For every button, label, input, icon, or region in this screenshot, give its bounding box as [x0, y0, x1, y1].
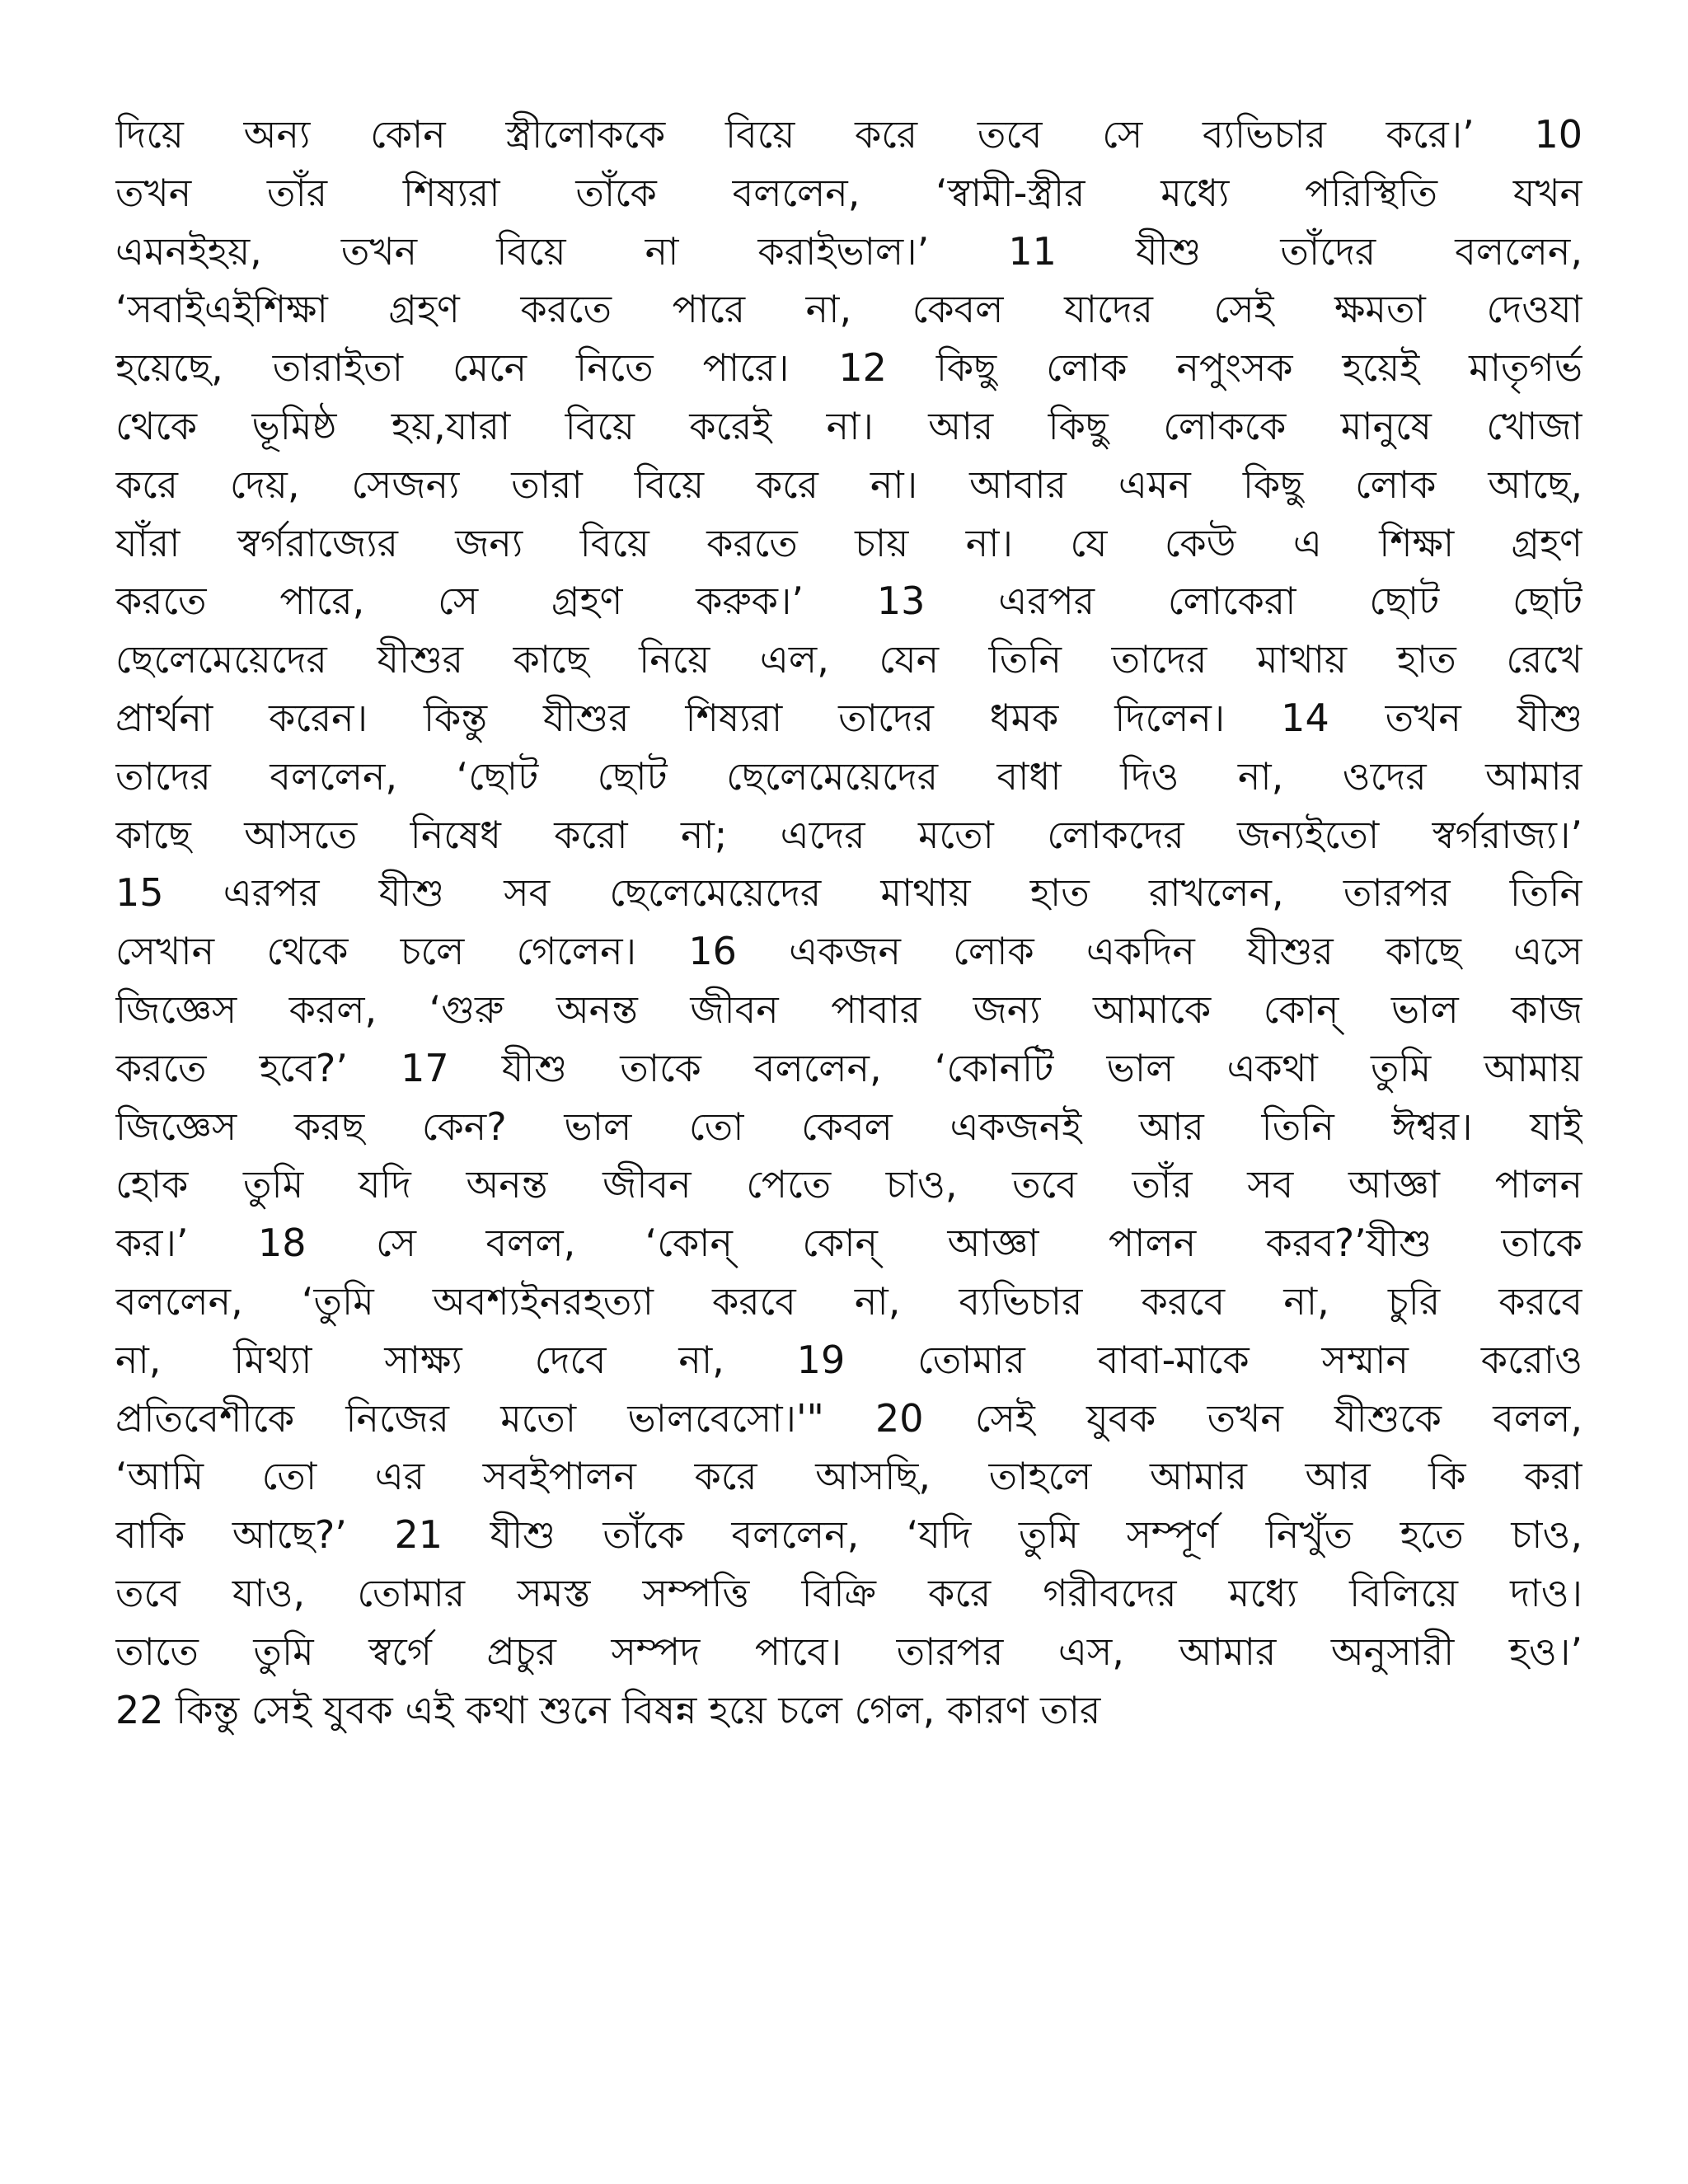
text-line: হোক তুমি যদি অনন্ত জীবন পেতে চাও, তবে তাঁর সব আজ্ঞা পালন — [115, 1162, 1582, 1207]
text-line: করতে পারে, সে গ্রহণ করুক।’ 13 এরপর লোকেরা ছোট ছোট — [115, 579, 1582, 624]
text-line: জিজ্ঞেস করছ কেন? ভাল তো কেবল একজনই আর তিনি ঈশ্বর। যাই — [115, 1104, 1582, 1149]
text-line: 22 কিন্তু সেই যুবক এই কথা শুনে বিষন্ন হয়ে চলে গেল, কারণ তার — [115, 1687, 1101, 1732]
text-line: বললেন, ‘তুমি অবশ্যইনরহত্যা করবে না, ব্যভিচার করবে না, চুরি করবে — [115, 1278, 1582, 1324]
text-line: তাদের বললেন, ‘ছোট ছোট ছেলেমেয়েদের বাধা দিও না, ওদের আমার — [115, 753, 1582, 799]
text-line: প্রতিবেশীকে নিজের মতো ভালবেসো।'" 20 সেই যুবক তখন যীশুকে বলল, — [115, 1395, 1582, 1441]
text-line: ‘আমি তো এর সবইপালন করে আসছি, তাহলে আমার আর কি করা — [115, 1454, 1582, 1499]
text-line: সেখান থেকে চলে গেলেন। 16 একজন লোক একদিন যীশুর কাছে এসে — [115, 929, 1582, 974]
text-line: তবে যাও, তোমার সমস্ত সম্পত্তি বিক্রি করে গরীবদের মধ্যে বিলিয়ে দাও। — [115, 1570, 1582, 1615]
text-line: ছেলেমেয়েদের যীশুর কাছে নিয়ে এল, যেন তিনি তাদের মাথায় হাত রেখে — [115, 637, 1582, 682]
text-line: তখন তাঁর শিষ্যরা তাঁকে বললেন, ‘স্বামী-স্ত্রীর মধ্যে পরিস্থিতি যখন — [115, 170, 1582, 215]
scripture-text-block — [115, 105, 1582, 1739]
text-line: 15 এরপর যীশু সব ছেলেমেয়েদের মাথায় হাত রাখলেন, তারপর তিনি — [115, 870, 1582, 916]
text-line: বাকি আছে?’ 21 যীশু তাঁকে বললেন, ‘যদি তুমি সম্পূর্ণ নিখুঁত হতে চাও, — [115, 1512, 1582, 1558]
text-line: প্রার্থনা করেন। কিন্তু যীশুর শিষ্যরা তাদের ধমক দিলেন। 14 তখন যীশু — [115, 695, 1582, 740]
text-line: ‘সবাইএইশিক্ষা গ্রহণ করতে পারে না, কেবল যাদের সেই ক্ষমতা দেওযা — [115, 287, 1582, 332]
text-line: কর।’ 18 সে বলল, ‘কোন্ কোন্ আজ্ঞা পালন করব?’যীশু তাকে — [115, 1221, 1582, 1266]
text-line: কাছে আসতে নিষেধ করো না; এদের মতো লোকদের জন্যইতো স্বর্গরাজ্য।’ — [115, 812, 1582, 857]
text-line: করতে হবে?’ 17 যীশু তাকে বললেন, ‘কোনটি ভাল একথা তুমি আমায় — [115, 1045, 1582, 1090]
text-line: জিজ্ঞেস করল, ‘গুরু অনন্ত জীবন পাবার জন্য আমাকে কোন্ ভাল কাজ — [115, 987, 1582, 1032]
text-line: যাঁরা স্বর্গরাজ্যের জন্য বিয়ে করতে চায় না। যে কেউ এ শিক্ষা গ্রহণ — [115, 520, 1582, 565]
text-line: না, মিথ্যা সাক্ষ্য দেবে না, 19 তোমার বাবা-মাকে সম্মান করোও — [115, 1337, 1582, 1382]
text-line: হয়েছে, তারাইতা মেনে নিতে পারে। 12 কিছু লোক নপুংসক হয়েই মাতৃগর্ভ — [115, 345, 1582, 391]
text-line: থেকে ভূমিষ্ঠ হয়,যারা বিয়ে করেই না। আর কিছু লোককে মানুষে খোজা — [115, 403, 1582, 448]
text-line: তাতে তুমি স্বর্গে প্রচুর সম্পদ পাবে। তারপর এস, আমার অনুসারী হও।’ — [115, 1629, 1582, 1674]
text-line: করে দেয়, সেজন্য তারা বিয়ে করে না। আবার এমন কিছু লোক আছে, — [115, 462, 1582, 507]
text-line: দিয়ে অন্য কোন স্ত্রীলোককে বিয়ে করে তবে সে ব্যভিচার করে।’ 10 — [115, 112, 1582, 157]
text-line: এমনইহয়, তখন বিয়ে না করাইভাল।’ 11 যীশু তাঁদের বললেন, — [115, 228, 1582, 274]
